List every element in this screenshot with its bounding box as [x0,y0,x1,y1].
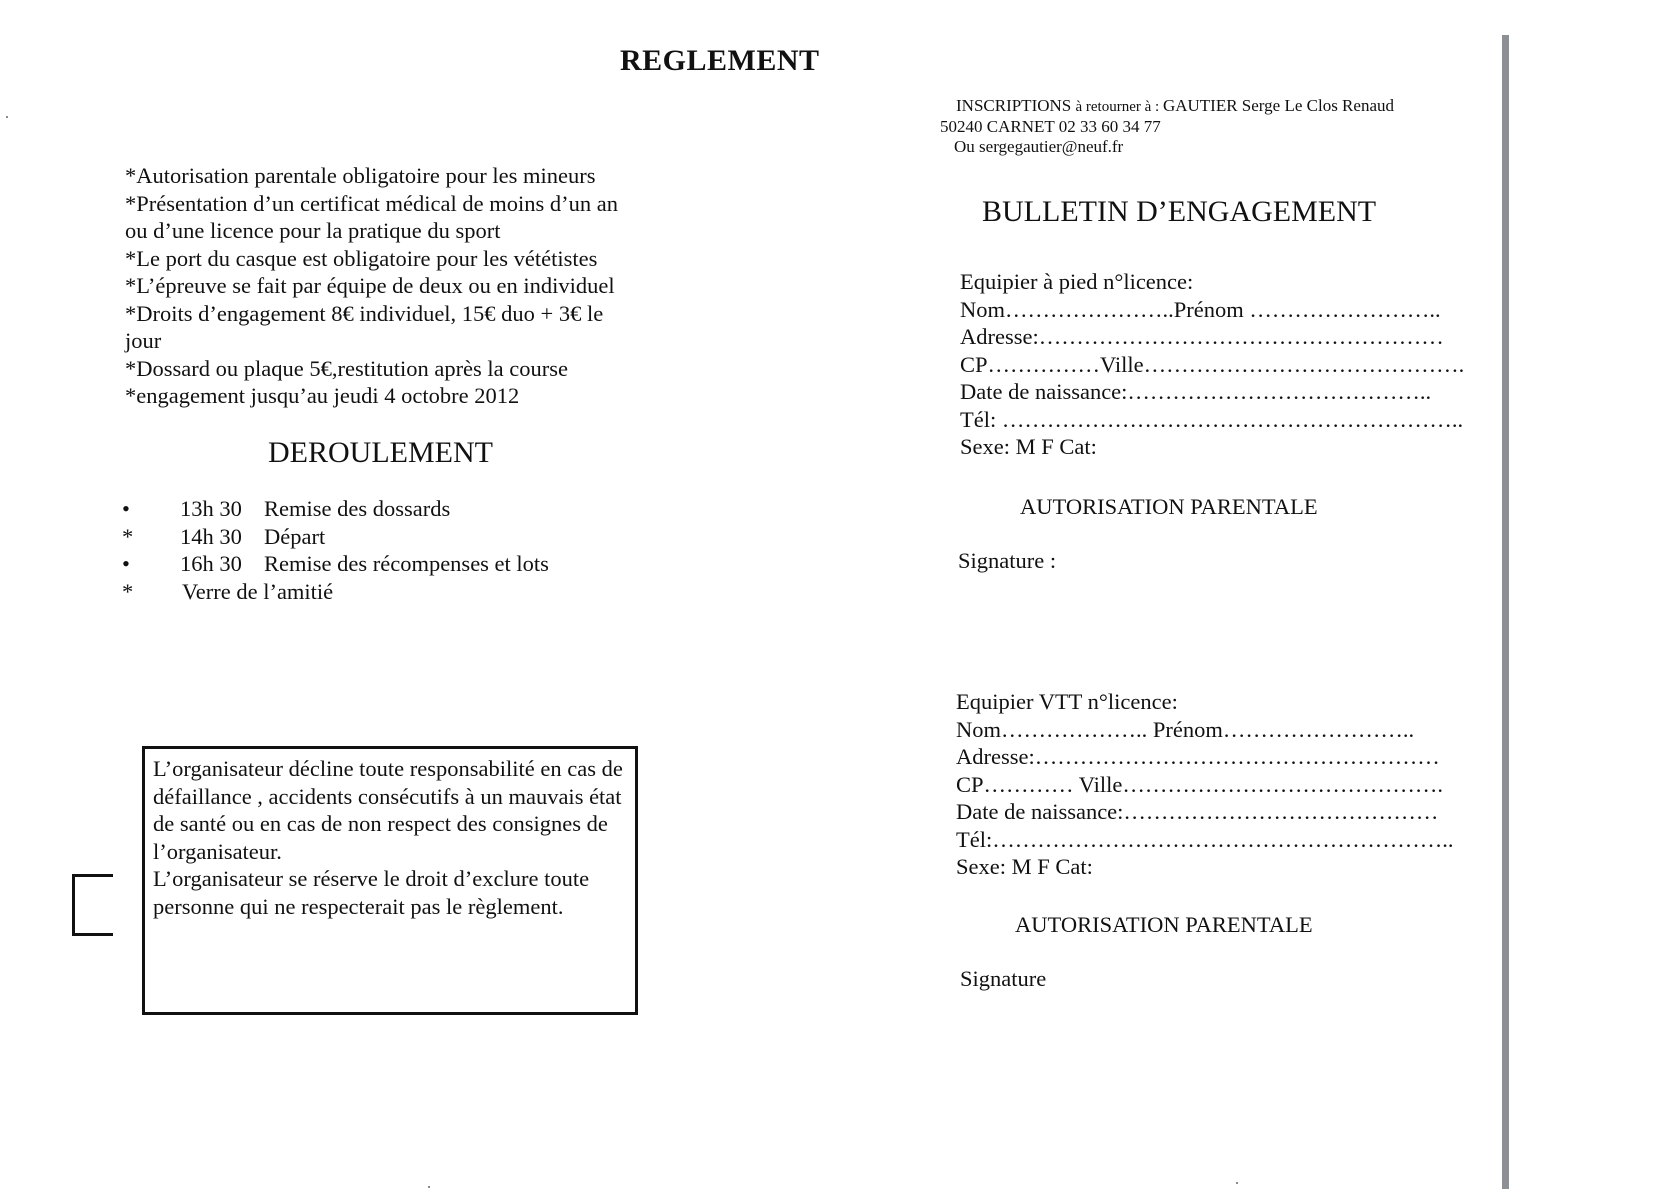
schedule-item [122,578,642,606]
rule-line: *Dossard ou plaque 5€,restitution après la course [125,355,569,381]
form-field: Sexe: M F Cat: [956,854,1093,879]
deroulement-title: DEROULEMENT [268,436,493,469]
rule-line: jour [125,328,162,353]
form-field: Tél:…………………………………………………….. [956,826,1454,852]
bullet: • [122,496,130,521]
page-fold-line [1502,35,1509,1189]
rule-line: ou d’une licence pour la pratique du sport [125,218,501,243]
autorisation-parentale-vtt: AUTORISATION PARENTALE [1015,912,1313,937]
schedule-list [122,495,642,605]
signature-pied: Signature : [958,548,1057,573]
form-equipier-vtt [956,688,1453,881]
bullet: * [122,523,134,549]
form-field: Date de naissance:…………………………………… [956,799,1439,824]
rule-line: *engagement jusqu’au jeudi 4 octobre 2012 [125,383,520,408]
schedule-item [122,495,642,523]
rule-line: *L’épreuve se fait par équipe de deux ou en individuel [125,273,615,298]
rule-line: *Présentation d’un certificat médical de moins d’un an [125,190,618,216]
scan-speck [1236,1182,1238,1184]
bulletin-title: BULLETIN D’ENGAGEMENT [982,195,1377,228]
form-field: CP………… Ville……………………………………. [956,771,1444,797]
schedule-desc: Verre de l’amitié [182,578,334,604]
bracket-mark [72,874,113,936]
disclaimer-text: L’organisateur se réserve le droit d’exclure toute personne qui ne respecterait pas le règlement. [153,866,590,919]
disclaimer-text: L’organisateur décline toute responsabilité en cas de défaillance , accidents consécutifs à un mauvais état de santé ou en cas de non respect des consignes de l’organisateur. [153,756,623,864]
inscriptions-name: GAUTIER Serge Le Clos Renaud [1162,96,1394,115]
form-field: Tél: …………………………………………………….. [960,406,1464,432]
inscriptions-return: à retourner à : [1075,99,1163,115]
form-field: Date de naissance:………………………………….. [960,379,1432,404]
schedule-desc: Remise des dossards [264,496,451,521]
schedule-item [122,550,642,578]
scan-speck [428,1186,430,1188]
schedule-desc: Remise des récompenses et lots [264,551,549,576]
form-field: Adresse:……………………………………………… [960,324,1444,349]
form-field: Adresse:……………………………………………… [956,744,1440,769]
disclaimer-box [142,746,638,1015]
rule-line: *Le port du casque est obligatoire pour les vététistes [125,245,598,271]
reglement-title: REGLEMENT [620,44,820,77]
schedule-desc: Départ [264,523,326,549]
schedule-time: 14h 30 [180,523,242,549]
schedule-time: 16h 30 [180,551,242,576]
form-field: CP……………Ville……………………………………. [960,351,1465,377]
rule-line: *Droits d’engagement 8€ individuel, 15€ duo + 3€ le [125,300,604,326]
schedule-item [122,523,642,551]
form-field: Equipier VTT n°licence: [956,689,1178,714]
schedule-time: 13h 30 [180,496,242,521]
form-field: Nom……………….. Prénom…………………….. [956,716,1415,742]
rules-list [125,162,618,410]
rule-line: *Autorisation parentale obligatoire pour les mineurs [125,163,596,188]
inscriptions-city-phone: 50240 CARNET 02 33 60 34 77 [940,117,1161,136]
signature-vtt: Signature [960,966,1047,991]
scan-speck [6,116,8,118]
bullet: • [122,551,130,576]
inscriptions-address [940,96,1394,157]
autorisation-parentale-pied: AUTORISATION PARENTALE [1020,494,1318,519]
inscriptions-label: INSCRIPTIONS [956,96,1076,115]
form-equipier-pied [960,268,1464,461]
form-field: Sexe: M F Cat: [960,434,1097,459]
inscriptions-email: Ou sergegautier@neuf.fr [954,137,1124,156]
form-field: Nom…………………..Prénom …………………….. [960,296,1441,322]
bullet: * [122,578,134,604]
form-field: Equipier à pied n°licence: [960,269,1194,294]
